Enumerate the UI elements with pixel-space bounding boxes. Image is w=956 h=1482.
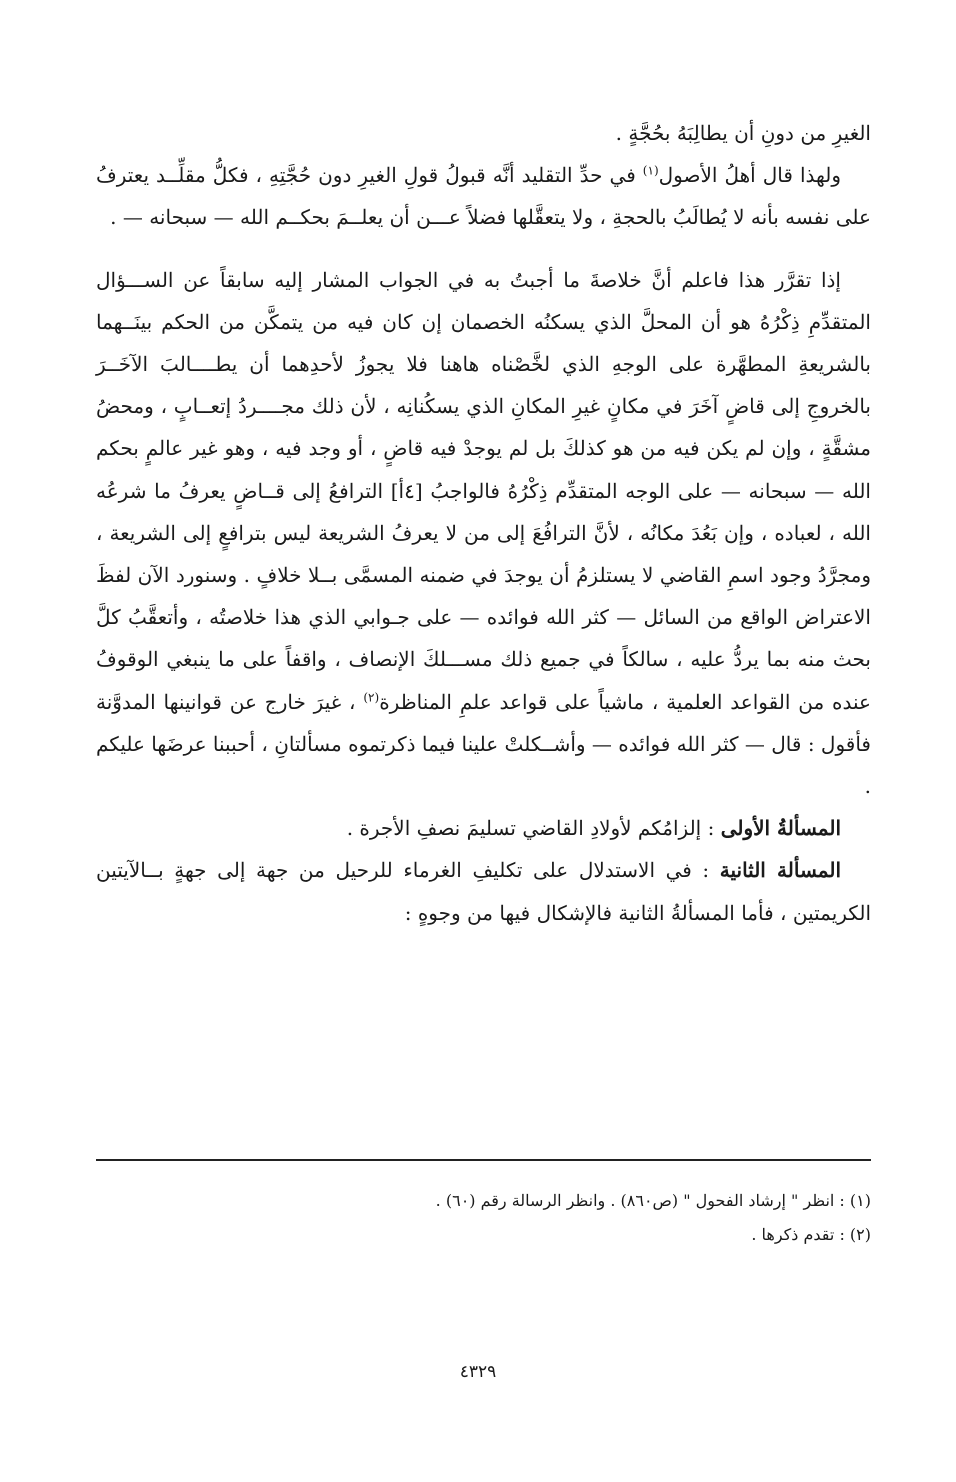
- footnote-separator: [96, 1159, 871, 1161]
- footnote-ref-2: (٢): [363, 689, 380, 704]
- question-2-text: : في الاستدلال على تكليفِ الغرماء للرحيل من جهة إلى جهةٍ بــالآيتين الكريمتين ، فأما المسألةُ الثانية فالإشكال فيها من وجوهٍ :: [96, 858, 871, 925]
- footnote-2: (٢) : تقدم ذكرها .: [751, 1225, 871, 1244]
- folio-marker: [٤أ]: [390, 478, 423, 503]
- question-1-label: المسألةُ الأولى: [720, 816, 841, 841]
- footnote-1: (١) : انظر " إرشاد الفحول " (ص٨٦٠) . وانظر الرسالة رقم (٦٠) .: [435, 1191, 871, 1210]
- footnote-ref-1: (١): [642, 163, 659, 178]
- page-number: ٤٣٢٩: [459, 1362, 497, 1382]
- paragraph-2-text-a: ولهذا قال أهلُ الأصول: [658, 163, 842, 188]
- paragraph-3: [96, 259, 871, 808]
- paragraph-1: الغيرِ من دونِ أن يطالِبَهُ بحُجَّةٍ .: [615, 121, 871, 145]
- question-2: [96, 849, 871, 933]
- question-1-text: : إلزامُكم لأولادِ القاضي تسليمَ نصفِ الأجرة .: [346, 816, 721, 841]
- paragraph-2: [96, 154, 871, 238]
- paragraph-2-text-b: في حدِّ التقليد أنَّه قبولُ قولِ الغيرِ دون حُجَّتِهِ ، فكلُّ مقلِّــد يعترفُ على نفسه بأنه لا يُطالَبُ بالحجةِ ، ولا يتعقَّلها فضلاً عـــن أن يعلــمَ بحكــم الله — سبحانه — .: [96, 163, 871, 230]
- main-text: [96, 112, 871, 934]
- paragraph-3-text-b: الترافعُ إلى قــاضٍ يعرفُ ما شرعُه الله ، لعباده ، وإن بَعُدَ مكانُه ، لأنَّ الترافُعَ إلى من لا يعرفُ الشريعة ليس بترافعٍ إلى الشريعة ، ومجرَّدُ وجود اسمِ القاضي لا يستلزمُ أن يوجدَ في ضمنه المسمَّى بــلا خلافٍ . وسنورد الآن لفظَ الاعتراض الواقع من السائل — كثر الله فوائده — على جـوابي الذي هذا خلاصتُه ، وأتعقَّبُ كلَّ بحث منه بما يردُّ عليه ، سالكاً في جميع ذلك مســـلكَ الإنصاف ، واقفاً على ما ينبغي الوقوفُ عنده من القواعد العلمية ، ماشياً على قواعد علمِ المناظرة: [96, 478, 871, 714]
- question-1: [96, 807, 871, 849]
- question-2-label: المسألة الثانية: [719, 858, 842, 883]
- paragraph-3-text-c: ، غيرَ خارج عن قوانينها المدوَّنة فأقول : قال — كثر الله فوائده — وأشــكلتْ علينا فيما ذكرتموه مسألتانِ ، أحببنا عرضَها عليكم .: [95, 689, 871, 799]
- footnotes: [96, 1184, 871, 1252]
- paragraph-3-text-a: إذا تقرَّر هذا فاعلم أنَّ خلاصةَ ما أجبتُ به في الجواب المشار إليه سابقاً عن الســـؤال المتقدِّمِ ذِكْرُهُ هو أن المحلَّ الذي يسكنُه الخصمان إن كان فيه من يتمكَّن من الحكم بينَــهما بالشريعةِ المطهَّرة على الوجهِ الذي لخَّصْناه هاهنا فلا يجوزُ لأحدِهما أن يطــــالبَ الآخَــرَ بالخروجِ إلى قاضٍ آخَرَ في مكانٍ غيرِ المكانِ الذي يسكُنانِه ، لأن ذلك مجــــردُ إتعــابٍ ، ومحضُ مشقَّةٍ ، وإن لم يكن فيه من هو كذلكَ بل لم يوجدْ فيه قاضٍ ، أو وجد فيه ، وهو غير عالمٍ بحكم الله — سبحانه — على الوجه المتقدِّم ذِكْرُهُ فالواجبُ: [96, 267, 871, 503]
